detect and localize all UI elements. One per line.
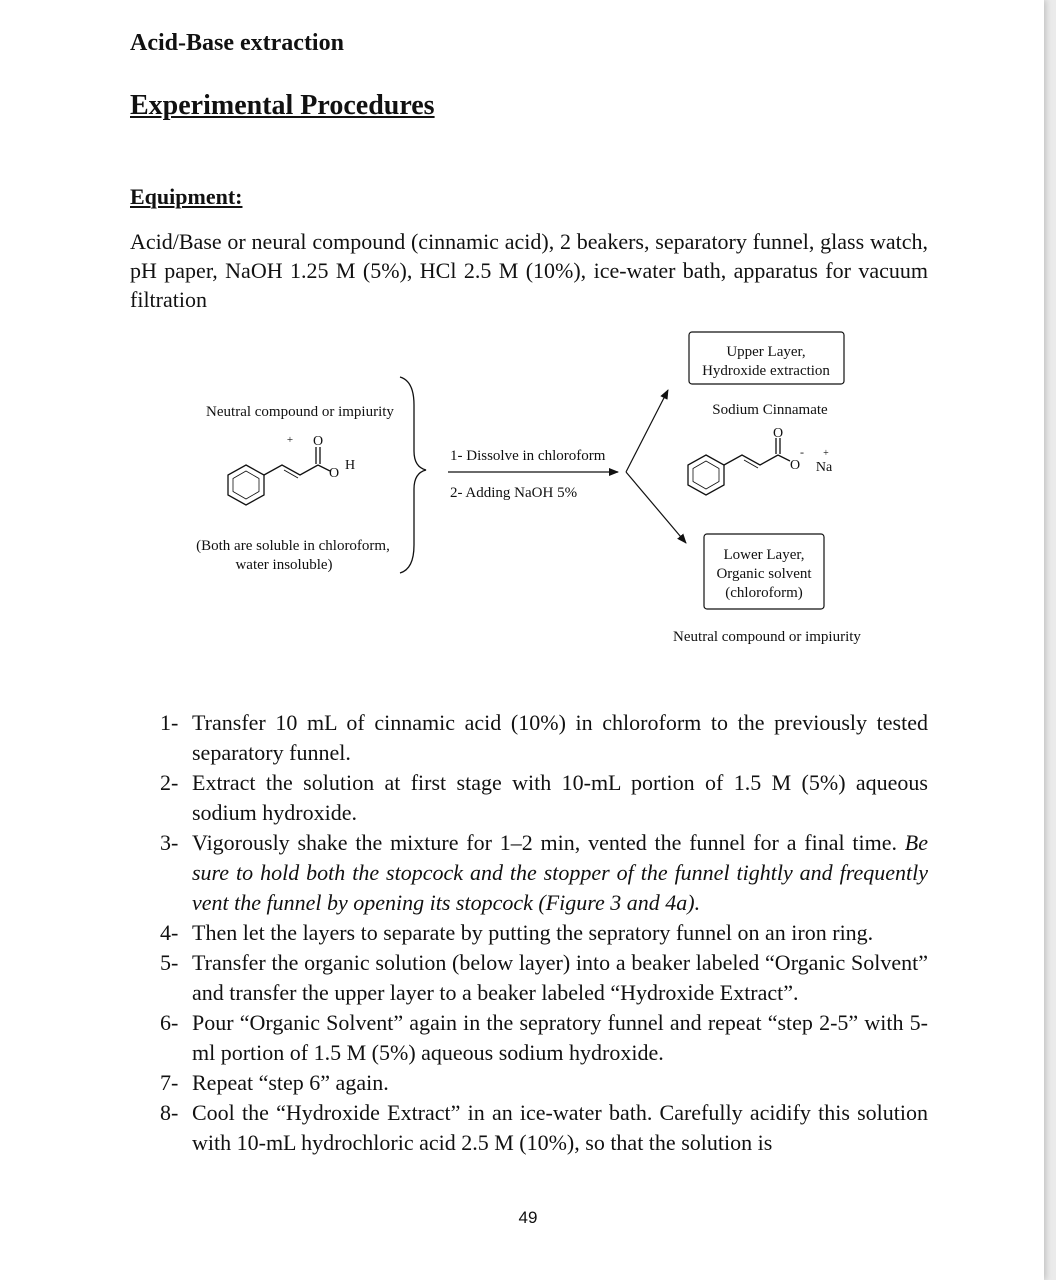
lower-branch-arrow — [626, 472, 686, 543]
step-text: Vigorously shake the mixture for 1–2 min, vented the funnel for a final time. — [192, 830, 897, 855]
procedure-steps — [160, 708, 928, 1158]
step-number: 4- — [160, 920, 179, 945]
step-2-label: 2- Adding NaOH 5% — [450, 485, 578, 501]
procedure-step — [160, 1098, 928, 1158]
procedure-step — [160, 948, 928, 1008]
salt-c-o-bond — [778, 455, 790, 461]
step-number: 6- — [160, 1010, 179, 1035]
step-text: Pour “Organic Solvent” again in the sepratory funnel and repeat “step 2-5” with 5-ml portion of 1.5 M (5%) aqueous sodium hydroxide. — [192, 1010, 928, 1065]
upper-box-line-2: Hydroxide extraction — [702, 363, 830, 379]
equipment-paragraph: Acid/Base or neural compound (cinnamic acid), 2 beakers, separatory funnel, glass watch, pH paper, NaOH 1.25 M (5%), HCl 2.5 M (10%), ice-water bath, apparatus for vacuum filtration — [130, 229, 928, 312]
step-text: Cool the “Hydroxide Extract” in an ice-water bath. Carefully acidify this solution with 10-mL hydrochloric acid 2.5 M (10%), so that the solution is — [192, 1100, 928, 1155]
grouping-brace — [400, 377, 426, 573]
step-number: 5- — [160, 950, 179, 975]
lower-label: Neutral compound or impiurity — [673, 629, 861, 645]
procedure-step — [160, 828, 928, 918]
step-1-label: 1- Dissolve in chloroform — [450, 448, 606, 464]
left-label: Neutral compound or impiurity — [206, 404, 394, 420]
procedure-step — [160, 768, 928, 828]
acid-carbonyl-o: O — [312, 434, 324, 449]
lower-box-line-3: (chloroform) — [725, 585, 803, 601]
salt-sodium: Na — [815, 460, 833, 475]
upper-box-line-1: Upper Layer, — [726, 344, 806, 360]
acid-hydroxyl-o: O — [328, 466, 340, 481]
step-text: Transfer the organic solution (below layer) into a beaker labeled “Organic Solvent” and transfer the upper layer to a beaker labeled “Hydroxide Extract”. — [192, 950, 928, 1005]
procedure-step — [160, 1068, 928, 1098]
step-number: 1- — [160, 710, 179, 735]
procedure-step — [160, 708, 928, 768]
lower-box-line-2: Organic solvent — [716, 566, 812, 582]
page-number: 49 — [518, 1208, 538, 1227]
step-number: 3- — [160, 830, 179, 855]
step-text: Transfer 10 mL of cinnamic acid (10%) in chloroform to the previously tested separatory funnel. — [192, 710, 928, 765]
salt-benzene-inner — [693, 461, 719, 489]
salt-carbonyl-o: O — [772, 426, 784, 441]
step-number: 2- — [160, 770, 179, 795]
equipment-heading: Equipment: — [130, 184, 243, 209]
salt-label: Sodium Cinnamate — [712, 402, 828, 418]
acid-hydrogen: H — [344, 458, 356, 473]
step-text: Repeat “step 6” again. — [192, 1070, 389, 1095]
solubility-line-1: (Both are soluble in chloroform, — [196, 538, 390, 554]
section-heading: Experimental Procedures — [130, 90, 435, 121]
step-safety-note: Be sure to hold both the stopcock and the stopper of the funnel tightly and frequently vent the funnel by opening its stopcock (Figure 3 and 4a). — [192, 830, 928, 915]
step-text: Then let the layers to separate by putting the sepratory funnel on an iron ring. — [192, 920, 874, 945]
upper-branch-arrow — [626, 390, 668, 472]
procedure-step — [160, 1008, 928, 1068]
step-number: 8- — [160, 1100, 179, 1125]
extraction-scheme — [160, 325, 900, 655]
cinnamic-acid-structure — [228, 447, 330, 505]
salt-double-bond — [744, 460, 758, 468]
sodium-cinnamate-structure — [688, 438, 790, 495]
acid-double-bond — [284, 470, 298, 478]
document-title: Acid-Base extraction — [130, 30, 344, 56]
step-text: Extract the solution at first stage with 10-mL portion of 1.5 M (5%) aqueous sodium hydroxide. — [192, 770, 928, 825]
acid-plus: + — [286, 434, 294, 446]
procedure-step — [160, 918, 928, 948]
salt-minus-charge: - — [800, 445, 804, 459]
salt-plus-charge: + — [823, 448, 829, 459]
lower-box-line-1: Lower Layer, — [723, 547, 805, 563]
solubility-line-2: water insoluble) — [235, 557, 333, 573]
salt-oxide-o: O — [789, 458, 801, 473]
step-number: 7- — [160, 1070, 179, 1095]
acid-benzene-inner — [233, 471, 259, 499]
